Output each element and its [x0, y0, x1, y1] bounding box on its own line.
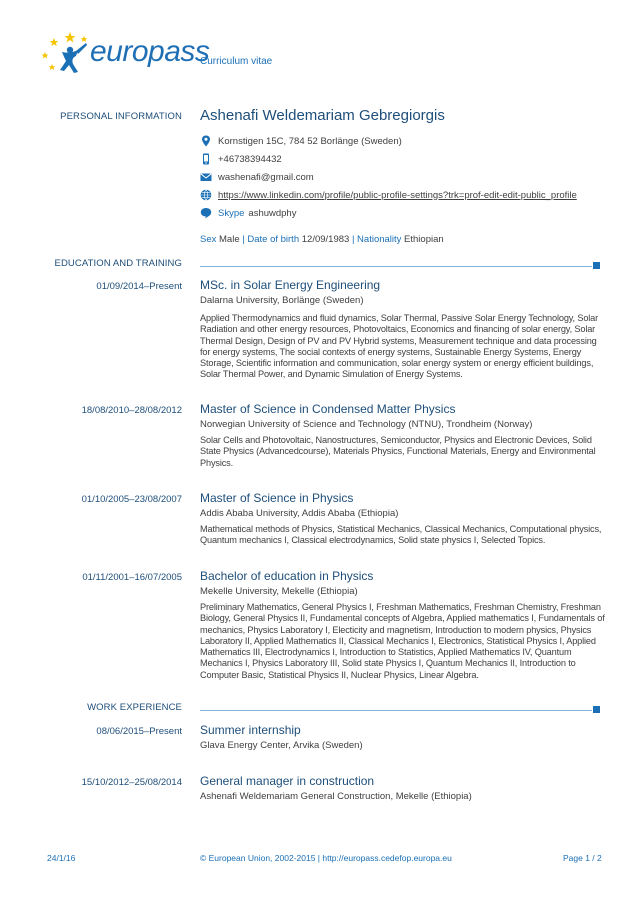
person-name: Ashenafi Weldemariam Gebregiorgis — [200, 107, 445, 124]
section-divider — [200, 266, 592, 267]
entry-date: 15/10/2012–25/08/2014 — [81, 777, 182, 788]
footer-date: 24/1/16 — [47, 853, 76, 863]
globe-icon — [200, 189, 212, 201]
entry-description: Preliminary Mathematics, General Physics I, Freshman Mathematics, Freshman Chemistry, Freshman Biology, General Physics II, Fundamental concepts of Algebra, Applied mathematics I, Fundamentals of mechanics, Physics Laboratory I, Electicity and magnetism, Introduction to modern physics, Physics Laboratory II, Applied Mathematics II, Classical Mechanics I, Electronics, Statistical Physics I, Applied Mathematics III, Electrodynamics I, Introduction to Statistics, Applied Mathematics IV, Quantum Mechanics I, Physics Laboratory III, Solid state Physics I, Quantum Mechanics II, Introduction to Computer Basic, Statistical Physics II, Nuclear Physics, Linear Algebra. — [200, 602, 605, 680]
logo-text-euro: euro — [90, 35, 149, 68]
footer-page-number: Page 1 / 2 — [563, 853, 602, 863]
entry-organisation: Norwegian University of Science and Technology (NTNU), Trondheim (Norway) — [200, 419, 533, 430]
address-row — [200, 135, 402, 147]
logo-text-pass: pass — [148, 35, 210, 68]
chat-bubble-icon — [200, 207, 212, 219]
entry-organisation: Mekelle University, Mekelle (Ethiopia) — [200, 586, 358, 597]
curriculum-vitae-label: Curriculum vitae — [200, 56, 273, 67]
europass-logo — [40, 30, 210, 75]
website-link[interactable]: https://www.linkedin.com/profile/public-profile-settings?trk=prof-edit-edit-public_profile — [218, 189, 577, 201]
entry-date: 01/09/2014–Present — [96, 281, 182, 292]
separator: | — [242, 234, 245, 245]
address-text: Kornstigen 15C, 784 52 Borlänge (Sweden) — [218, 135, 402, 147]
dob-label: Date of birth — [247, 234, 300, 245]
footer-copyright[interactable]: © European Union, 2002-2015 | http://europass.cedefop.europa.eu — [200, 853, 452, 863]
education-section-label: EDUCATION AND TRAINING — [54, 258, 182, 269]
entry-organisation: Addis Ababa University, Addis Ababa (Ethiopia) — [200, 508, 399, 519]
entry-title: MSc. in Solar Energy Engineering — [200, 278, 381, 292]
im-label: Skype — [218, 207, 245, 219]
section-divider-marker — [593, 262, 600, 269]
section-divider-marker — [593, 706, 600, 713]
personal-information-label: PERSONAL INFORMATION — [60, 111, 182, 122]
im-row — [200, 207, 296, 219]
sex-label: Sex — [200, 234, 217, 245]
entry-organisation: Dalarna University, Borlänge (Sweden) — [200, 295, 364, 306]
sex-value: Male — [219, 234, 240, 245]
im-value: ashuwdphy — [248, 207, 297, 219]
envelope-icon — [200, 171, 212, 183]
website-row — [200, 189, 577, 201]
entry-description: Mathematical methods of Physics, Statistical Mechanics, Classical Mechanics, Computational physics, Quantum mechanics I, Classical electrodynamics, Solid state physics I, Selected Topics. — [200, 524, 602, 546]
entry-title: Master of Science in Physics — [200, 491, 354, 505]
entry-title: Master of Science in Condensed Matter Physics — [200, 402, 456, 416]
entry-title: Summer internship — [200, 723, 301, 737]
section-divider — [200, 710, 592, 711]
personal-details-line — [200, 234, 444, 245]
entry-organisation: Ashenafi Weldemariam General Construction, Mekelle (Ethiopia) — [200, 791, 472, 802]
entry-title: General manager in construction — [200, 774, 375, 788]
separator: | — [351, 234, 355, 245]
entry-title: Bachelor of education in Physics — [200, 569, 374, 583]
dob-value: 12/09/1983 — [301, 234, 350, 245]
location-pin-icon — [200, 135, 212, 147]
entry-date: 18/08/2010–28/08/2012 — [81, 405, 182, 416]
work-experience-section-label: WORK EXPERIENCE — [87, 702, 182, 713]
entry-date: 08/06/2015–Present — [96, 726, 182, 737]
entry-description: Applied Thermodynamics and fluid dynamics, Solar Thermal, Passive Solar Energy Technology, Solar Radiation and other energy resources, Photovoltaics, Economics and financing of solar energy, Solar Thermal Design, Design of PV and PV Hybrid systems, Measurement technique and data processing for energy systems, The social contexts of energy systems, Sustainable Energy Systems, Energy Storage, Scientific information and communication, solar energy system or energy efficient buildings, Solar Thermal Power, and Dynamic Simulation of Energy Systems. — [200, 313, 599, 380]
email-text[interactable]: washenafi@gmail.com — [218, 171, 314, 183]
phone-text: +46738394432 — [218, 153, 282, 165]
nationality-value: Ethiopian — [404, 234, 444, 245]
entry-date: 01/10/2005–23/08/2007 — [81, 494, 182, 505]
entry-date: 01/11/2001–16/07/2005 — [82, 572, 182, 583]
entry-description: Solar Cells and Photovoltaic, Nanostructures, Semiconductor, Physics and Electronic Devices, Solid State Physics (Advancedcourse), Materials Physics, Functional Materials, Energy and Environmental Physics. — [200, 435, 596, 468]
entry-organisation: Glava Energy Center, Arvika (Sweden) — [200, 740, 363, 751]
mobile-phone-icon — [200, 153, 212, 165]
nationality-label: Nationality — [357, 234, 402, 245]
email-row — [200, 171, 314, 183]
phone-row — [200, 153, 282, 165]
